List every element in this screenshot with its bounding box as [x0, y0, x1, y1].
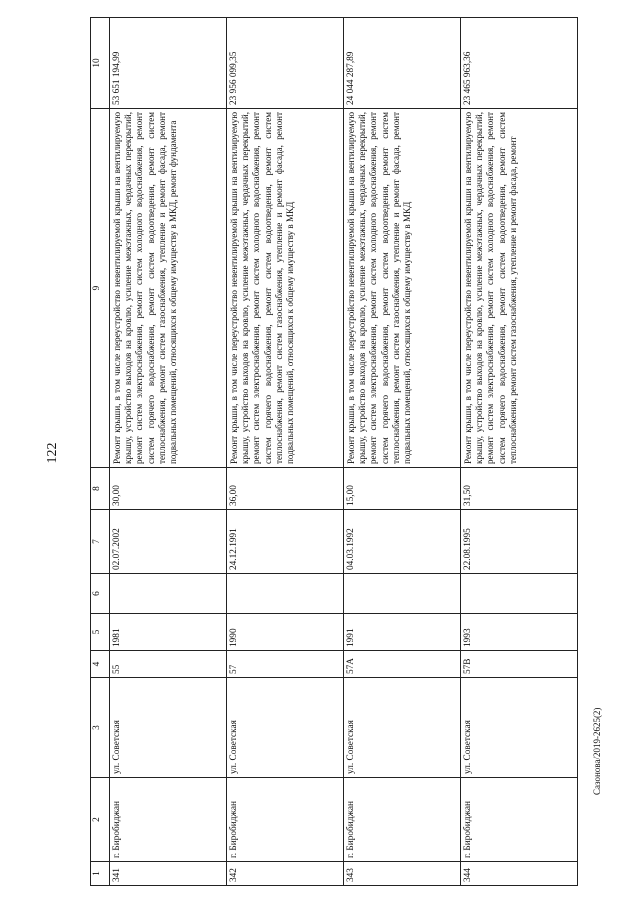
col6-cell: [344, 574, 461, 614]
house-cell: 55: [110, 651, 227, 678]
col-header-1: 1: [91, 862, 110, 886]
table-row: [344, 18, 461, 886]
col6-cell: [461, 574, 578, 614]
date-cell: 22.08.1995: [461, 510, 578, 574]
col6-cell: [110, 574, 227, 614]
date-cell: 02.07.2002: [110, 510, 227, 574]
date-cell: 04.03.1992: [344, 510, 461, 574]
cost-cell: 53 651 194,99: [110, 18, 227, 109]
capital-repair-table: [90, 17, 578, 886]
rotated-table-container: [90, 18, 574, 886]
cost-cell: 24 044 287,89: [344, 18, 461, 109]
city-cell: г. Биробиджан: [344, 778, 461, 862]
cost-cell: 23 465 963,36: [461, 18, 578, 109]
city-cell: г. Биробиджан: [227, 778, 344, 862]
col-header-7: 7: [91, 510, 110, 574]
row-number: 344: [461, 862, 578, 886]
house-cell: 57В: [461, 651, 578, 678]
col-header-9: 9: [91, 109, 110, 468]
col-header-10: 10: [91, 18, 110, 109]
col-header-3: 3: [91, 678, 110, 778]
row-number: 343: [344, 862, 461, 886]
city-cell: г. Биробиджан: [461, 778, 578, 862]
year-cell: 1981: [110, 614, 227, 651]
page-number: 122: [45, 442, 60, 464]
works-cell: Ремонт крыши, в том числе переустройство невентилируемой крыши на вентилируемую крышу, устройство выходов на кровлю, усиление межэтажных, чердачных перекрытий, ремонт систем электроснабжения, ремонт систем холодного водоснабжения, ремонт систем горячего водоснабжения, ремонт систем водоотведения, ремонт систем теплоснабжения, ремонт систем газоснабжения, утепление и ремонт фасада, ремонт: [461, 109, 578, 468]
col-header-4: 4: [91, 651, 110, 678]
col-header-2: 2: [91, 778, 110, 862]
street-cell: ул. Советская: [110, 678, 227, 778]
works-cell: Ремонт крыши, в том числе переустройство невентилируемой крыши на вентилируемую крышу, устройство выходов на кровлю, усиление межэтажных, чердачных перекрытий, ремонт систем электроснабжения, ремонт систем холодного водоснабжения, ремонт систем горячего водоснабжения, ремонт систем водоотведения, ремонт систем теплоснабжения, ремонт систем газоснабжения, утепление и ремонт фасада, ремонт подвальных помещений, относящихся к общему имуществу в МКД: [227, 109, 344, 468]
cost-cell: 23 956 099,35: [227, 18, 344, 109]
table-row: [227, 18, 344, 886]
year-cell: 1990: [227, 614, 344, 651]
col6-cell: [227, 574, 344, 614]
col-header-5: 5: [91, 614, 110, 651]
year-cell: 1993: [461, 614, 578, 651]
row-number: 342: [227, 862, 344, 886]
works-cell: Ремонт крыши, в том числе переустройство невентилируемой крыши на вентилируемую крышу, устройство выходов на кровлю, усиление межэтажных, чердачных перекрытий, ремонт систем электроснабжения, ремонт систем холодного водоснабжения, ремонт систем горячего водоснабжения, ремонт систем водоотведения, ремонт систем теплоснабжения, ремонт систем газоснабжения, утепление и ремонт фасада, ремонт подвальных помещений, относящихся к общему имуществу в МКД: [344, 109, 461, 468]
year-cell: 1991: [344, 614, 461, 651]
row-number: 341: [110, 862, 227, 886]
street-cell: ул. Советская: [344, 678, 461, 778]
wear-cell: 15,00: [344, 468, 461, 510]
house-cell: 57А: [344, 651, 461, 678]
street-cell: ул. Советская: [227, 678, 344, 778]
city-cell: г. Биробиджан: [110, 778, 227, 862]
works-cell: Ремонт крыши, в том числе переустройство невентилируемой крыши на вентилируемую крышу, устройство выходов на кровлю, усиление межэтажных, чердачных перекрытий, ремонт систем электроснабжения, ремонт систем холодного водоснабжения, ремонт систем горячего водоснабжения, ремонт систем водоотведения, ремонт систем теплоснабжения, ремонт систем газоснабжения, утепление и ремонт фасада, ремонт подвальных помещений, относящихся к общему имуществу в МКД, ремонт фундамента: [110, 109, 227, 468]
header-row: [91, 18, 110, 886]
table-row: [110, 18, 227, 886]
date-cell: 24.12.1991: [227, 510, 344, 574]
table-row: [461, 18, 578, 886]
wear-cell: 31,50: [461, 468, 578, 510]
wear-cell: 36,00: [227, 468, 344, 510]
document-footer: Сазонова/2019-2625(2): [592, 707, 602, 795]
street-cell: ул. Советская: [461, 678, 578, 778]
col-header-8: 8: [91, 468, 110, 510]
wear-cell: 30,00: [110, 468, 227, 510]
house-cell: 57: [227, 651, 344, 678]
col-header-6: 6: [91, 574, 110, 614]
